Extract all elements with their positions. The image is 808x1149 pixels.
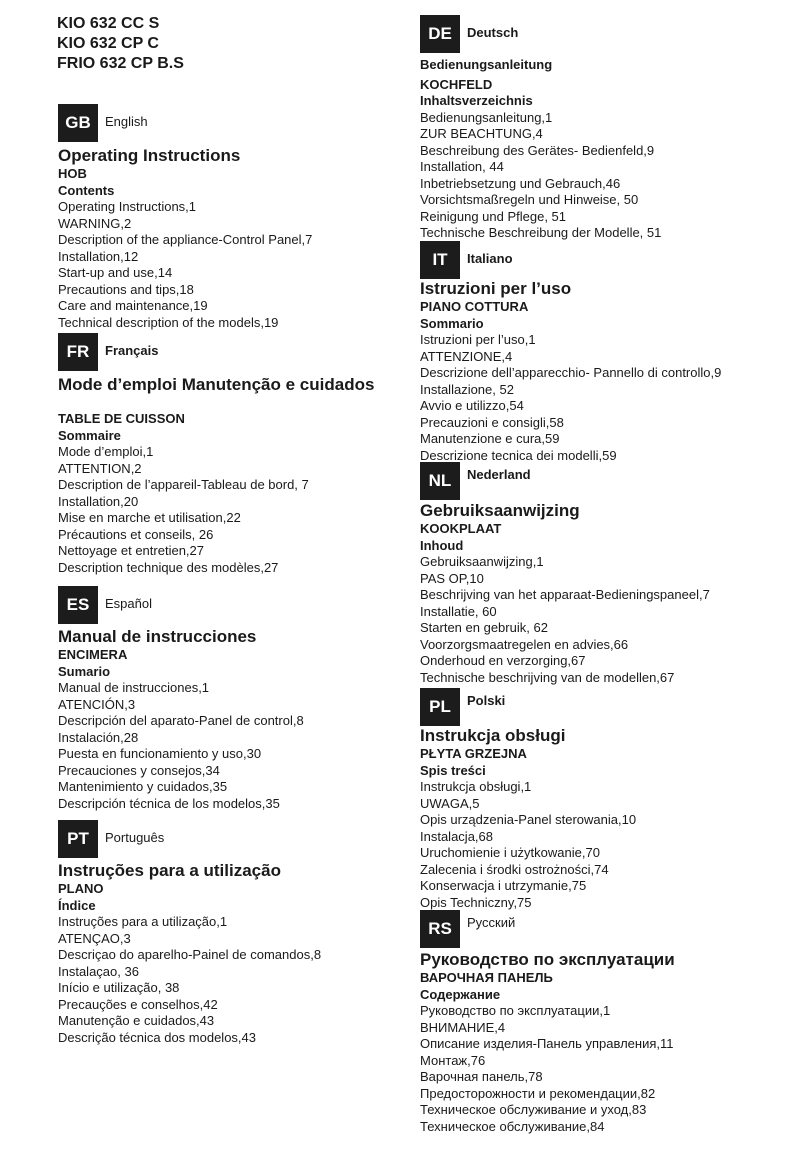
product-name: PIANO COTTURA bbox=[420, 299, 529, 314]
language-name: English bbox=[105, 114, 148, 129]
language-name: Italiano bbox=[467, 251, 513, 266]
product-name: PŁYTA GRZEJNA bbox=[420, 746, 527, 761]
toc-item: ВНИМАНИЕ,4 bbox=[420, 1019, 506, 1035]
toc-item: Uruchomienie i użytkowanie,70 bbox=[420, 845, 600, 860]
product-name: KOCHFELD bbox=[420, 76, 493, 92]
toc-item: Avvio e utilizzo,54 bbox=[420, 398, 524, 413]
toc-item: Instrukcja obsługi,1 bbox=[420, 779, 532, 794]
section-es bbox=[58, 586, 428, 812]
language-code-badge: ES bbox=[58, 586, 98, 624]
toc-item: Descrizione tecnica dei modelli,59 bbox=[420, 447, 617, 463]
language-code-badge: RS bbox=[420, 910, 460, 948]
toc-item: Manutenção e cuidados,43 bbox=[58, 1013, 215, 1028]
model-name: KIO 632 CP C bbox=[57, 35, 159, 52]
toc-item: Installation,20 bbox=[58, 493, 139, 509]
toc-item: Reinigung und Pflege, 51 bbox=[420, 208, 567, 224]
toc-item: Mise en marche et utilisation,22 bbox=[58, 510, 241, 525]
contents-label: Inhoud bbox=[420, 537, 464, 553]
toc-item: Instalación,28 bbox=[58, 729, 139, 745]
toc-item: Монтаж,76 bbox=[420, 1052, 486, 1068]
toc-item: PAS OP,10 bbox=[420, 570, 484, 586]
language-name: Polski bbox=[467, 693, 506, 708]
contents-label: Contents bbox=[58, 182, 115, 198]
toc-item: Beschreibung des Gerätes- Bedienfeld,9 bbox=[420, 142, 655, 158]
toc-item: ATENÇAO,3 bbox=[58, 930, 131, 946]
section-de bbox=[420, 15, 790, 242]
toc-item: Bedienungsanleitung,1 bbox=[420, 109, 553, 125]
toc-item: Descrizione dell’apparecchio- Pannello di controllo,9 bbox=[420, 365, 722, 380]
contents-label: Sumario bbox=[58, 663, 111, 679]
toc-item: Installazione, 52 bbox=[420, 381, 514, 397]
toc-item: UWAGA,5 bbox=[420, 795, 480, 811]
section-nl bbox=[420, 462, 790, 686]
section-title: Руководство по эксплуатации bbox=[420, 950, 675, 969]
toc-item: ZUR BEACHTUNG,4 bbox=[420, 126, 543, 141]
toc-item: WARNING,2 bbox=[58, 215, 132, 231]
toc-item: Descriçao do aparelho-Painel de comandos,8 bbox=[58, 947, 322, 962]
product-name: PLANO bbox=[58, 881, 104, 896]
toc-item: Puesta en funcionamiento y uso,30 bbox=[58, 746, 262, 761]
language-code-badge: PT bbox=[58, 820, 98, 858]
section-rs bbox=[420, 910, 790, 1135]
section-title: Instruções para a utilização bbox=[58, 861, 281, 880]
section-pl bbox=[420, 688, 790, 911]
toc-item: Opis urządzenia-Panel sterowania,10 bbox=[420, 812, 637, 827]
model-name: KIO 632 CC S bbox=[57, 15, 160, 32]
toc-item: Technical description of the models,19 bbox=[58, 314, 279, 330]
toc-item: Vorsichtsmaßregeln und Hinweise, 50 bbox=[420, 192, 639, 207]
toc-item: Precauções e conselhos,42 bbox=[58, 996, 218, 1012]
toc-item: Inbetriebsetzung und Gebrauch,46 bbox=[420, 175, 621, 191]
toc-item: Техническое обслуживание и уход,83 bbox=[420, 1102, 647, 1117]
language-code-badge: IT bbox=[420, 241, 460, 279]
section-gb bbox=[58, 104, 428, 331]
toc-item: Description of the appliance-Control Panel,7 bbox=[58, 232, 313, 247]
model-list bbox=[57, 14, 184, 74]
toc-item: Opis Techniczny,75 bbox=[420, 894, 532, 910]
toc-item: Manutenzione e cura,59 bbox=[420, 431, 560, 446]
toc-item: Руководство по эксплуатации,1 bbox=[420, 1003, 611, 1018]
contents-label: Sommario bbox=[420, 315, 484, 331]
language-name: Português bbox=[105, 830, 165, 845]
section-title: Operating Instructions bbox=[58, 146, 241, 165]
product-name: HOB bbox=[58, 166, 87, 181]
toc-item: Installation, 44 bbox=[420, 159, 504, 174]
toc-item: ATTENTION,2 bbox=[58, 460, 142, 476]
toc-item: Gebruiksaanwijzing,1 bbox=[420, 554, 544, 569]
toc-item: Instalacja,68 bbox=[420, 828, 493, 844]
toc-item: Предосторожности и рекомендации,82 bbox=[420, 1085, 656, 1101]
language-code-badge: FR bbox=[58, 333, 98, 371]
section-title: Mode d’emploi Manutenção e cuidados bbox=[58, 375, 375, 394]
toc-item: Beschrijving van het apparaat-Bedieningspaneel,7 bbox=[420, 587, 710, 602]
toc-item: Konserwacja i utrzymanie,75 bbox=[420, 878, 587, 893]
toc-item: Zalecenia i środki ostrożności,74 bbox=[420, 861, 609, 877]
section-title: Instrukcja obsługi bbox=[420, 726, 566, 745]
toc-item: Descrição técnica dos modelos,43 bbox=[58, 1029, 256, 1045]
toc-item: Техническое обслуживание,84 bbox=[420, 1118, 605, 1134]
contents-label: Содержание bbox=[420, 986, 501, 1002]
toc-item: ATENCIÓN,3 bbox=[58, 696, 136, 712]
toc-item: Instalaçao, 36 bbox=[58, 963, 139, 979]
toc-item: Описание изделия-Панель управления,11 bbox=[420, 1036, 674, 1051]
toc-item: Description de l’appareil-Tableau de bord, 7 bbox=[58, 477, 309, 492]
toc-item: Manual de instrucciones,1 bbox=[58, 680, 210, 695]
language-name: Français bbox=[105, 343, 159, 358]
toc-item: Instruções para a utilização,1 bbox=[58, 914, 228, 929]
toc-item: Voorzorgsmaatregelen en advies,66 bbox=[420, 636, 629, 652]
section-title: Gebruiksaanwijzing bbox=[420, 501, 580, 520]
contents-label: Sommaire bbox=[58, 427, 121, 443]
toc-item: Installation,12 bbox=[58, 248, 139, 264]
toc-item: Início e utilização, 38 bbox=[58, 980, 180, 995]
section-title: Manual de instrucciones bbox=[58, 627, 257, 646]
toc-item: Technische Beschreibung der Modelle, 51 bbox=[420, 225, 662, 240]
contents-label: Inhaltsverzeichnis bbox=[420, 93, 533, 108]
toc-item: Descripción técnica de los modelos,35 bbox=[58, 795, 280, 811]
product-name: KOOKPLAAT bbox=[420, 521, 502, 536]
toc-item: Starten en gebruik, 62 bbox=[420, 620, 548, 635]
toc-item: Care and maintenance,19 bbox=[58, 298, 208, 313]
toc-item: Operating Instructions,1 bbox=[58, 199, 197, 214]
toc-item: Precauzioni e consigli,58 bbox=[420, 414, 564, 430]
section-it bbox=[420, 241, 790, 464]
language-name: Deutsch bbox=[467, 25, 519, 40]
toc-item: Mantenimiento y cuidados,35 bbox=[58, 779, 228, 794]
toc-item: Mode d’emploi,1 bbox=[58, 444, 154, 459]
product-name: ВАРОЧНАЯ ПАНЕЛЬ bbox=[420, 970, 553, 985]
language-code-badge: GB bbox=[58, 104, 98, 142]
section-title: Bedienungsanleitung bbox=[420, 57, 553, 72]
toc-item: Descripción del aparato-Panel de control,8 bbox=[58, 713, 304, 728]
language-code-badge: NL bbox=[420, 462, 460, 500]
language-code-badge: PL bbox=[420, 688, 460, 726]
product-name: ENCIMERA bbox=[58, 647, 128, 662]
language-code-badge: DE bbox=[420, 15, 460, 53]
model-name: FRIO 632 CP B.S bbox=[57, 55, 184, 72]
language-name: Nederland bbox=[467, 467, 531, 482]
toc-item: Technische beschrijving van de modellen,67 bbox=[420, 669, 675, 685]
toc-item: Description technique des modèles,27 bbox=[58, 559, 279, 575]
language-name: Español bbox=[105, 596, 152, 611]
toc-item: Précautions et conseils, 26 bbox=[58, 526, 214, 542]
section-fr bbox=[58, 333, 428, 576]
contents-label: Spis treści bbox=[420, 762, 486, 778]
product-name: TABLE DE CUISSON bbox=[58, 411, 185, 426]
toc-item: Installatie, 60 bbox=[420, 603, 497, 619]
toc-item: Start-up and use,14 bbox=[58, 265, 173, 280]
toc-item: Precautions and tips,18 bbox=[58, 281, 194, 297]
toc-item: Precauciones y consejos,34 bbox=[58, 762, 220, 778]
toc-item: Nettoyage et entretien,27 bbox=[58, 543, 204, 558]
toc-item: Варочная панель,78 bbox=[420, 1069, 543, 1084]
toc-item: Onderhoud en verzorging,67 bbox=[420, 653, 586, 668]
toc-item: ATTENZIONE,4 bbox=[420, 348, 513, 364]
section-title: Istruzioni per l’uso bbox=[420, 279, 572, 298]
contents-label: Índice bbox=[58, 897, 96, 913]
language-name: Русский bbox=[467, 915, 516, 930]
toc-item: Istruzioni per l’uso,1 bbox=[420, 332, 536, 347]
section-pt bbox=[58, 820, 428, 1046]
